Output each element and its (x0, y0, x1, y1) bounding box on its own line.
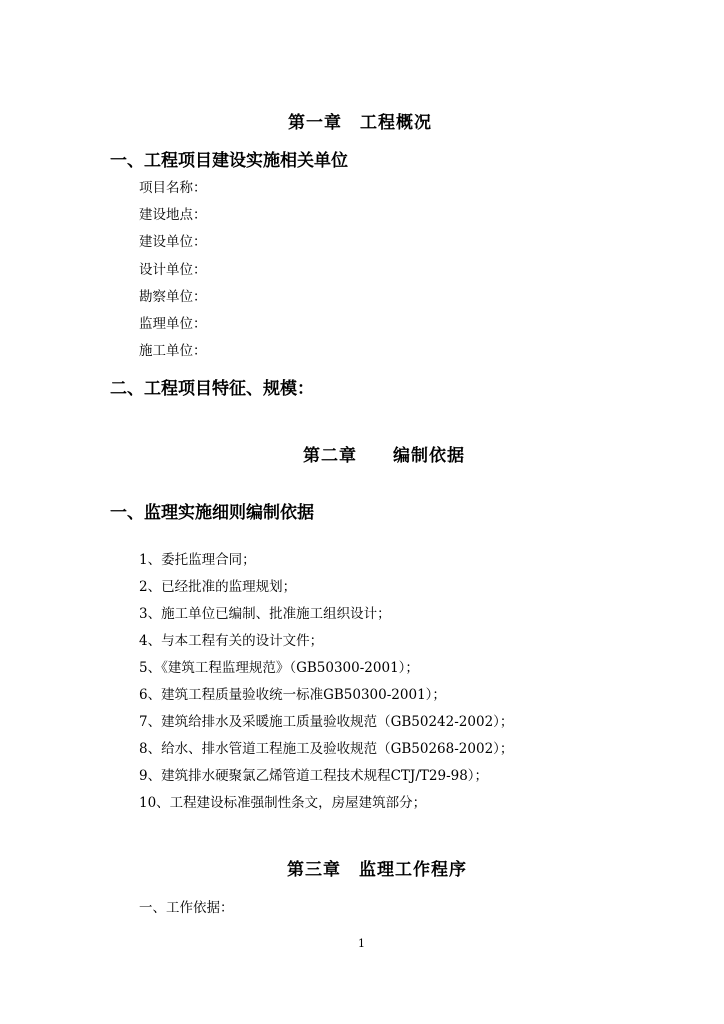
chapter-1-title: 第一章 工程概况 (288, 113, 432, 133)
project-item: 建设单位： (139, 234, 207, 250)
chapter-1-section-1-heading: 一、工程项目建设实施相关单位 (110, 151, 348, 171)
basis-list-item: 2、已经批准的监理规划； (139, 579, 297, 595)
basis-list-item: 8、给水、排水管道工程施工及验收规范（GB50268-2002）； (139, 741, 514, 757)
project-item: 建设地点： (139, 207, 207, 223)
chapter-3-title: 第三章 监理工作程序 (287, 860, 467, 880)
chapter-1-section-2-heading: 二、工程项目特征、规模： (110, 379, 314, 399)
project-item: 勘察单位： (139, 289, 207, 305)
basis-list-item: 6、建筑工程质量验收统一标准GB50300-2001）； (139, 687, 446, 703)
project-item: 监理单位： (139, 316, 207, 332)
basis-list-item: 10、工程建设标准强制性条文，房屋建筑部分； (139, 795, 427, 811)
project-item: 项目名称： (139, 180, 207, 196)
basis-list-item: 5、《建筑工程监理规范》（GB50300-2001）； (139, 660, 419, 676)
chapter-2-section-1-heading: 一、监理实施细则编制依据 (110, 503, 314, 523)
page-number: 1 (358, 937, 365, 950)
project-item: 施工单位： (139, 343, 207, 359)
basis-list-item: 3、施工单位已编制、批准施工组织设计； (139, 606, 391, 622)
basis-list-item: 4、与本工程有关的设计文件； (139, 633, 324, 649)
basis-list-item: 9、建筑排水硬聚氯乙烯管道工程技术规程CTJ/T29-98）； (139, 768, 489, 784)
chapter-2-title: 第二章 编制依据 (303, 446, 465, 466)
project-item: 设计单位： (139, 262, 207, 278)
basis-list-item: 1、委托监理合同； (139, 552, 256, 568)
chapter-3-section-1-heading: 一、工作依据： (139, 900, 234, 916)
basis-list-item: 7、建筑给排水及采暖施工质量验收规范（GB50242-2002）； (139, 714, 514, 730)
